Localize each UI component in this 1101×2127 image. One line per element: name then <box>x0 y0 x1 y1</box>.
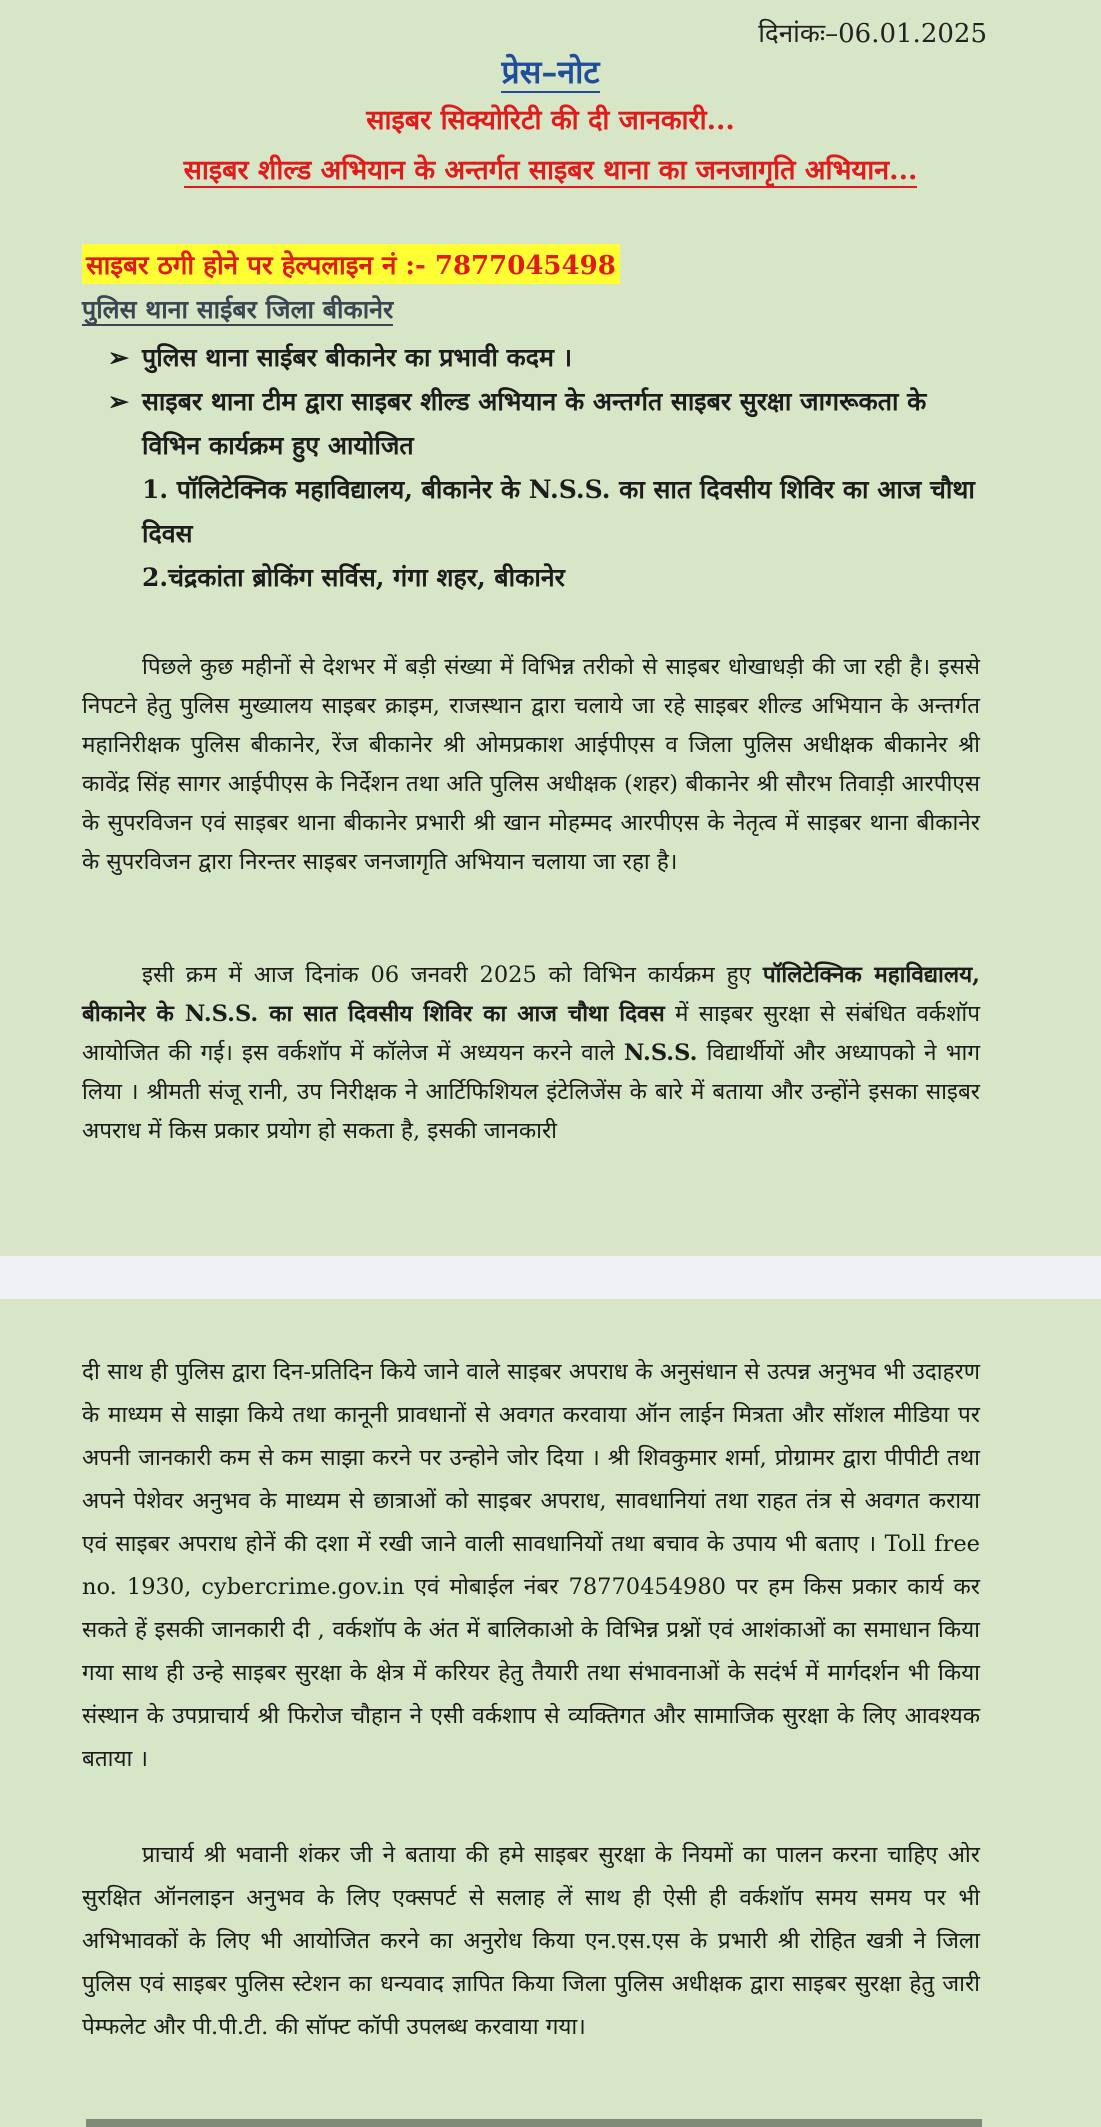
bullet-text: पुलिस थाना साईबर बीकानेर का प्रभावी कदम । <box>142 343 573 372</box>
arrow-bullet-icon: ➢ <box>108 343 129 372</box>
page-gap <box>0 1256 1101 1299</box>
event-item: 2.चंद्रकांता ब्रोकिंग सर्विस, गंगा शहर, बीकानेर <box>142 563 565 592</box>
paragraph-principal <box>82 1834 980 2049</box>
photo-strip <box>86 2119 982 2127</box>
press-note-title <box>0 50 1101 93</box>
subtitle-cyber-shield <box>0 150 1101 187</box>
bullet-text: साइबर थाना टीम द्वारा साइबर शील्ड अभियान के अन्तर्गत साइबर सुरक्षा जागरूकता के विभिन कार्यक्रम हुए आयोजित <box>142 387 927 460</box>
event-item: 1. पॉलिटेक्निक महाविद्यालय, बीकानेर के N.S.S. का सात दिवसीय शिविर का आज चौथा दिवस <box>142 475 975 548</box>
paragraph-intro <box>82 648 980 882</box>
paragraph-event <box>82 956 980 1151</box>
press-note-title-text: प्रेस–नोट <box>501 53 600 91</box>
document-page-2 <box>0 1299 1101 2127</box>
subtitle-cyber-shield-text: साइबर शील्ड अभियान के अन्तर्गत साइबर थाना का जनजागृति अभियान... <box>183 155 918 186</box>
station-heading <box>82 292 393 326</box>
bullet-item <box>108 336 978 380</box>
paragraph-event-part1: इसी क्रम में आज दिनांक 06 जनवरी 2025 को विभिन कार्यक्रम हुए <box>142 962 763 988</box>
subtitle-cyber-security: साइबर सिक्योरिटी की दी जानकारी... <box>366 105 735 136</box>
paragraph-event-part3: विद्यार्थीयों और अध्यापको ने भाग लिया । श्रीमती संजू रानी, उप निरीक्षक ने आर्टिफिशियल इंटेलिजेंस के बारे में बताया और उन्होंने इसका साइबर अपराध में किस प्रकार प्रयोग हो सकता है, इसकी जानकारी <box>82 1040 981 1144</box>
paragraph-event-bold2: N.S.S. <box>623 1040 698 1066</box>
arrow-bullet-icon: ➢ <box>108 387 129 416</box>
paragraph-principal-text: प्राचार्य श्री भवानी शंकर जी ने बताया की हमे साइबर सुरक्षा के नियमों का पालन करना चाहिए ओर सुरक्षित ऑनलाइन अनुभव के लिए एक्सपर्ट से सलाह लें साथ ही ऐसी ही वर्कशॉप समय समय पर भी अभिभावकों के लिए भी आयोजित करने का अनुरोध किया एन.एस.एस के प्रभारी श्री रोहित खत्री ने जिला पुलिस एवं साइबर पुलिस स्टेशन का धन्यवाद ज्ञापित किया जिला पुलिस अधीक्षक द्वारा साइबर सुरक्षा हेतु जारी पेम्फलेट और पी.पी.टी. की सॉफ्ट कॉपी उपलब्ध करवाया गया। <box>82 1842 980 2040</box>
paragraph-workshop: दी साथ ही पुलिस द्वारा दिन-प्रतिदिन किये जाने वाले साइबर अपराध के अनुसंधान से उत्पन्न अनुभव भी उदाहरण के माध्यम से साझा किये तथा कानूनी प्रावधानों से अवगत करवाया ऑन लाईन मित्रता और सॉशल मीडिया पर अपनी जानकारी कम से कम साझा करने पर उन्होने जोर दिया । श्री शिवकुमार शर्मा, प्रोग्रामर द्वारा पीपीटी तथा अपने पेशेवर अनुभव के माध्यम से छात्राओं को साइबर अपराध, सावधानियां तथा राहत तंत्र से अवगत कराया एवं साइबर अपराध होनें की दशा में रखी जाने वाली सावधानियों तथा बचाव के उपाय भी बताए । Toll free no. 1930, cybercrime.gov.in एवं मोबाईल नंबर 78770454980 पर हम किस प्रकार कार्य कर सकते हें इसकी जानकारी दी , वर्कशॉप के अंत में बालिकाओ के विभिन्न प्रश्नों एवं आशंकाओं का समाधान किया गया साथ ही उन्हे साइबर सुरक्षा के क्षेत्र में करियर हेतु तैयारी तथा संभावनाओं के सदंर्भ में मार्गदर्शन भी किया संस्थान के उपप्राचार्य श्री फिरोज चौहान ने एसी वर्कशाप से व्यक्तिगत और सामाजिक सुरक्षा के लिए आवश्यक बताया । <box>82 1359 980 1772</box>
date-line: दिनांकः–06.01.2025 <box>758 19 987 49</box>
paragraph-intro-text: पिछले कुछ महीनों से देशभर में बड़ी संख्या में विभिन्न तरीको से साइबर धोखाधड़ी की जा रही है। इससे निपटने हेतु पुलिस मुख्यालय साइबर क्राइम, राजस्थान द्वारा चलाये जा रहे साइबर शील्ड अभियान के अन्तर्गत महानिरीक्षक पुलिस बीकानेर, रेंज बीकानेर श्री ओमप्रकाश आईपीएस व जिला पुलिस अधीक्षक बीकानेर श्री कावेंद्र सिंह सागर आईपीएस के निर्देशन तथा अति पुलिस अधीक्षक (शहर) बीकानेर श्री सौरभ तिवाड़ी आरपीएस के सुपरविजन एवं साइबर थाना बीकानेर प्रभारी श्री खान मोहम्मद आरपीएस के नेतृत्व में साइबर थाना बीकानेर के सुपरविजन द्वारा निरन्तर साइबर जनजागृति अभियान चलाया जा रहा है। <box>82 654 980 875</box>
bullet-item <box>108 380 978 468</box>
helpline-banner: साइबर ठगी होने पर हेल्पलाइन नं :- 7877045498 <box>82 244 620 284</box>
station-heading-text: पुलिस थाना साईबर जिला बीकानेर <box>82 295 394 324</box>
paragraph-event-part2: में साइबर सुरक्षा से संबंधित वर्कशॉप आयोजित की गई। इस वर्कशॉप में कॉलेज में अध्ययन करने वाले <box>82 1001 980 1066</box>
paragraph-event-bold1: पॉलिटेक्निक महाविद्यालय, बीकानेर के N.S.S. का सात दिवसीय शिविर का आज चौथा दिवस <box>82 962 980 1027</box>
